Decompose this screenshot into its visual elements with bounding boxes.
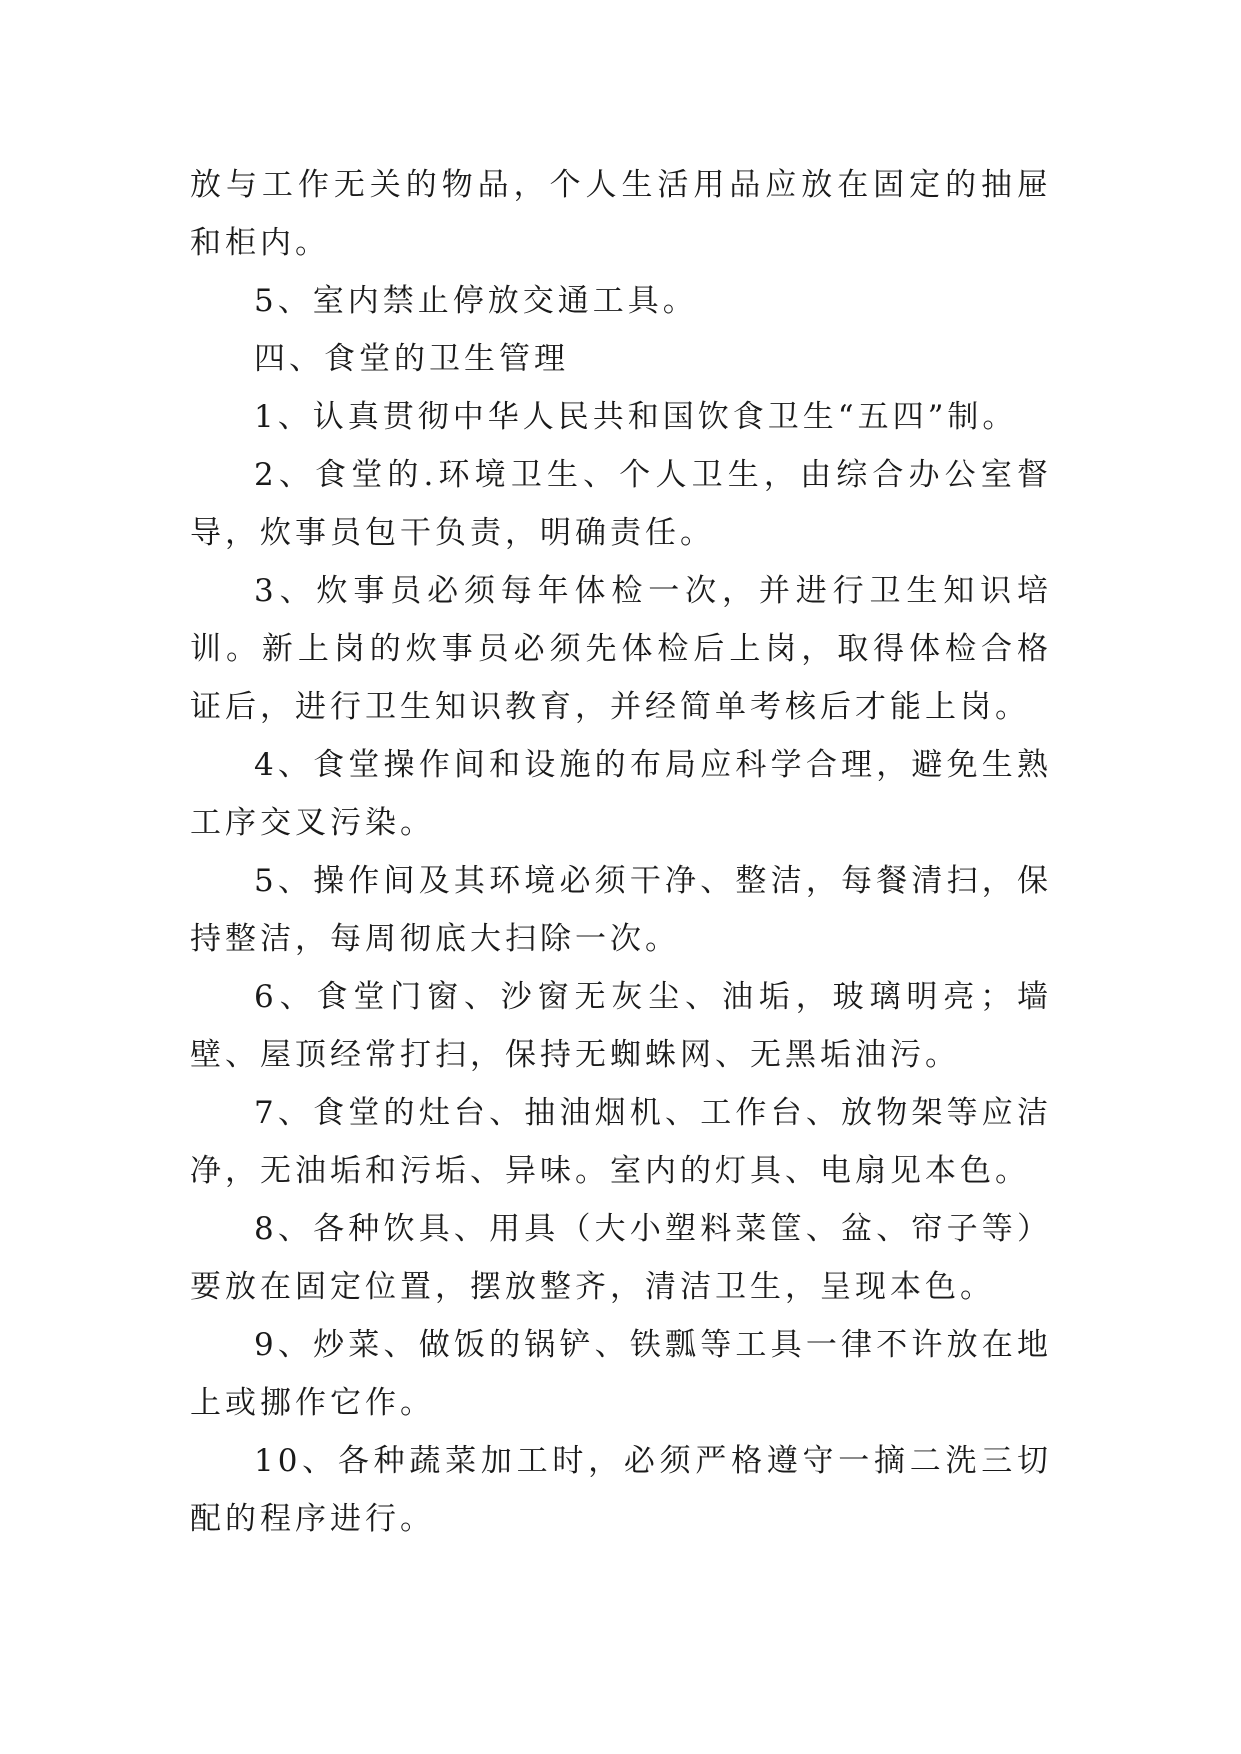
paragraph-continued-items: 放与工作无关的物品，个人生活用品应放在固定的抽屉和柜内。 — [190, 167, 1052, 261]
paragraph-item-10: 10、各种蔬菜加工时，必须严格遵守一摘二洗三切配的程序进行。 — [190, 1443, 1052, 1537]
paragraph-item-2: 2、食堂的.环境卫生、个人卫生，由综合办公室督导，炊事员包干负责，明确责任。 — [190, 457, 1052, 551]
paragraph-item-5: 5、操作间及其环境必须干净、整洁，每餐清扫，保持整洁，每周彻底大扫除一次。 — [190, 863, 1052, 957]
paragraph-item-8: 8、各种饮具、用具（大小塑料菜筐、盆、帘子等）要放在固定位置，摆放整齐，清洁卫生，呈现本色。 — [190, 1211, 1052, 1305]
paragraph-item-9: 9、炒菜、做饭的锅铲、铁瓢等工具一律不许放在地上或挪作它作。 — [190, 1327, 1052, 1421]
paragraph-item-1: 1、认真贯彻中华人民共和国饮食卫生“五四”制。 — [254, 399, 1018, 435]
paragraph-item-7: 7、食堂的灶台、抽油烟机、工作台、放物架等应洁净，无油垢和污垢、异味。室内的灯具、电扇见本色。 — [190, 1095, 1052, 1189]
paragraph-item-4: 4、食堂操作间和设施的布局应科学合理，避免生熟工序交叉污染。 — [190, 747, 1052, 841]
document-body — [190, 156, 1052, 1548]
paragraph-item-3: 3、炊事员必须每年体检一次，并进行卫生知识培训。新上岗的炊事员必须先体检后上岗，取得体检合格证后，进行卫生知识教育，并经简单考核后才能上岗。 — [190, 573, 1052, 725]
paragraph-item-6: 6、食堂门窗、沙窗无灰尘、油垢，玻璃明亮；墙壁、屋顶经常打扫，保持无蜘蛛网、无黑垢油污。 — [190, 979, 1052, 1073]
paragraph-item-5-vehicles: 5、室内禁止停放交通工具。 — [254, 283, 698, 319]
section-heading-canteen-hygiene: 四、食堂的卫生管理 — [254, 341, 569, 377]
